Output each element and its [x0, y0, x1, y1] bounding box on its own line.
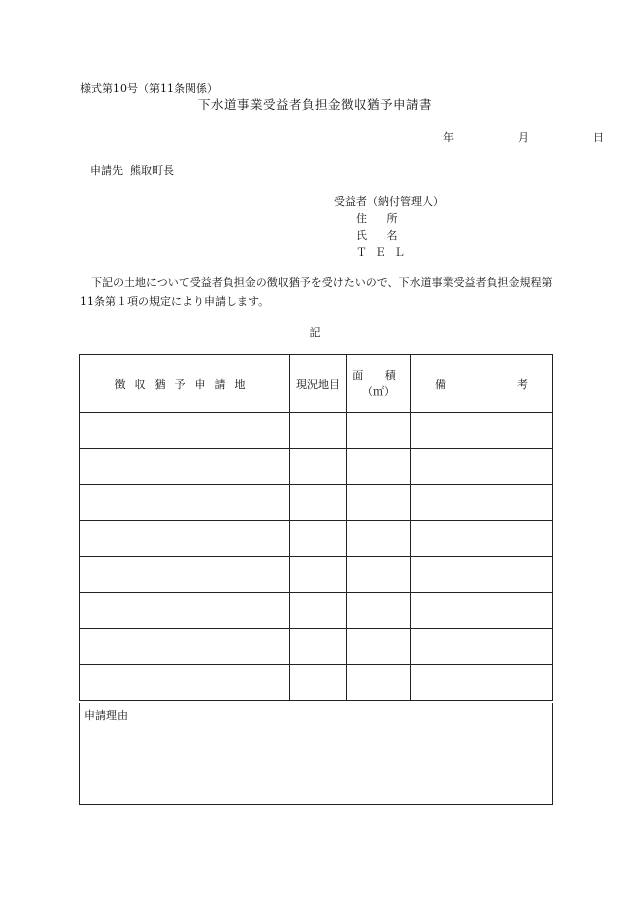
date-line — [443, 129, 604, 145]
form-number: 様式第10号（第11条関係） — [80, 82, 218, 95]
land-use-cell[interactable] — [290, 629, 347, 665]
table-body — [80, 413, 553, 701]
land-cell[interactable] — [80, 449, 290, 485]
name-label[interactable]: 氏 名 — [356, 229, 406, 242]
land-use-cell[interactable] — [290, 521, 347, 557]
land-use-cell[interactable] — [290, 665, 347, 701]
ki-marker: 記 — [309, 326, 321, 339]
area-cell[interactable] — [347, 593, 411, 629]
date-day[interactable]: 日 — [593, 131, 604, 144]
header-land-use-label: 現況地目 — [296, 377, 340, 391]
header-land-use — [290, 355, 347, 413]
header-remarks-right: 考 — [517, 377, 528, 391]
table-row — [80, 521, 553, 557]
land-cell[interactable] — [80, 629, 290, 665]
address-label[interactable]: 住 所 — [356, 212, 406, 225]
table-header-row — [80, 355, 553, 413]
table-row — [80, 665, 553, 701]
land-use-cell[interactable] — [290, 413, 347, 449]
document-title: 下水道事業受益者負担金徴収猶予申請書 — [197, 97, 432, 112]
table-row — [80, 629, 553, 665]
land-use-cell[interactable] — [290, 557, 347, 593]
area-cell[interactable] — [347, 521, 411, 557]
area-cell[interactable] — [347, 557, 411, 593]
applicant-heading: 受益者（納付管理人） — [334, 195, 444, 208]
land-cell[interactable] — [80, 593, 290, 629]
land-cell[interactable] — [80, 485, 290, 521]
area-cell[interactable] — [347, 665, 411, 701]
date-month[interactable]: 月 — [518, 131, 529, 144]
table-row — [80, 413, 553, 449]
remarks-cell[interactable] — [411, 629, 553, 665]
remarks-cell[interactable] — [411, 593, 553, 629]
header-remarks-left: 備 — [435, 377, 446, 391]
land-cell[interactable] — [80, 557, 290, 593]
addressee-label: 申請先 — [90, 164, 123, 177]
land-use-cell[interactable] — [290, 449, 347, 485]
area-cell[interactable] — [347, 629, 411, 665]
area-cell[interactable] — [347, 449, 411, 485]
land-use-cell[interactable] — [290, 593, 347, 629]
header-area-unit: （㎡） — [362, 384, 395, 398]
body-text: 下記の土地について受益者負担金の徴収猶予を受けたいので、下水道事業受益者負担金規程第11条第１項の規定により申請します。 — [80, 276, 553, 308]
header-remarks — [411, 355, 553, 413]
land-cell[interactable] — [80, 665, 290, 701]
reason-label: 申請理由 — [84, 709, 128, 722]
table-row — [80, 593, 553, 629]
header-land-label: 徴収猶予申請地 — [114, 377, 255, 391]
header-land — [80, 355, 290, 413]
remarks-cell[interactable] — [411, 413, 553, 449]
addressee-name: 熊取町長 — [130, 164, 174, 177]
table-row — [80, 449, 553, 485]
area-cell[interactable] — [347, 485, 411, 521]
land-cell[interactable] — [80, 521, 290, 557]
land-use-cell[interactable] — [290, 485, 347, 521]
remarks-cell[interactable] — [411, 449, 553, 485]
table-row — [80, 557, 553, 593]
remarks-cell[interactable] — [411, 557, 553, 593]
header-area — [347, 355, 411, 413]
addressee — [90, 162, 174, 178]
remarks-cell[interactable] — [411, 521, 553, 557]
remarks-cell[interactable] — [411, 665, 553, 701]
area-cell[interactable] — [347, 413, 411, 449]
table-row — [80, 485, 553, 521]
remarks-cell[interactable] — [411, 485, 553, 521]
reason-box[interactable] — [79, 703, 553, 805]
tel-label[interactable]: ＴＥＬ — [356, 246, 413, 259]
applicant-block — [334, 193, 444, 261]
land-cell[interactable] — [80, 413, 290, 449]
application-table — [79, 354, 553, 701]
date-year[interactable]: 年 — [443, 131, 454, 144]
header-area-label: 面 積 — [352, 368, 405, 382]
